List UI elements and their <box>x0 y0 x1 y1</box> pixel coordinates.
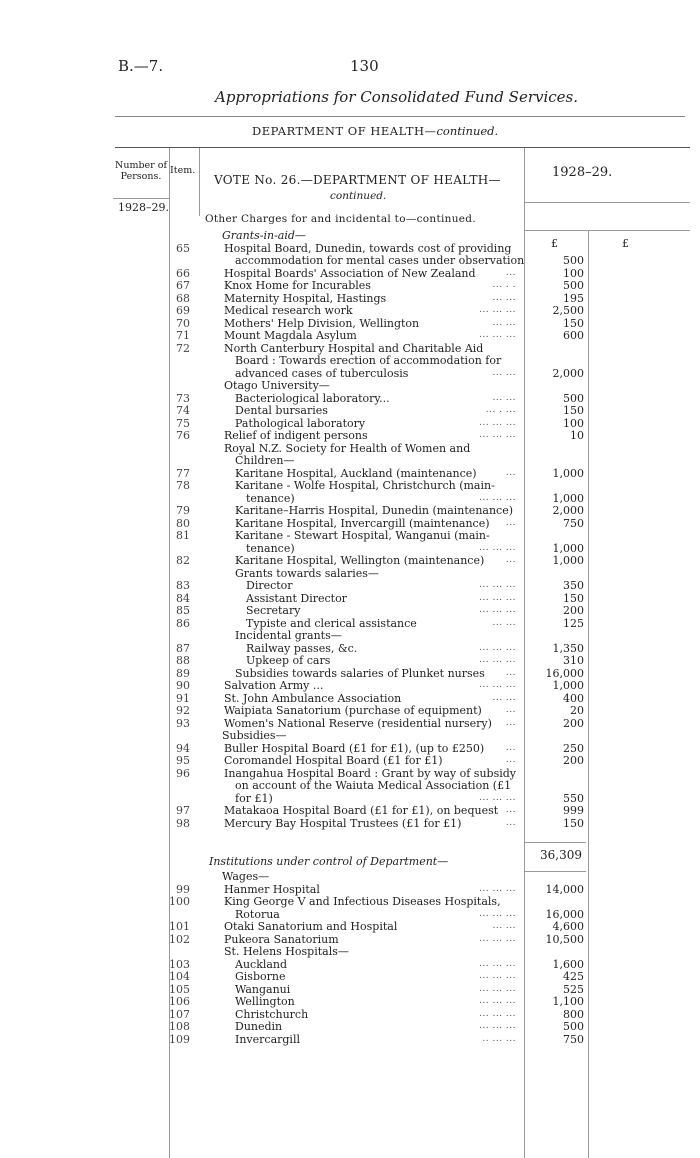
table-row <box>160 729 600 742</box>
amount: 1,600 <box>552 957 584 971</box>
item-number: 73 <box>176 391 190 405</box>
item-description: Auckland <box>235 957 288 971</box>
item-description: Children— <box>235 454 295 467</box>
item-number: 108 <box>169 1020 190 1033</box>
subtotal-amount: 36,309 <box>540 848 582 862</box>
leader-dots: ... ... ... <box>479 908 516 919</box>
item-number: 86 <box>176 616 190 630</box>
column-header-rule <box>524 202 690 203</box>
amount: 1,350 <box>552 641 584 655</box>
pound-sign: £ <box>622 237 629 250</box>
leader-dots: ... ... <box>492 292 516 303</box>
table-row <box>160 329 600 342</box>
item-description: Otago University— <box>224 379 330 392</box>
item-number: 72 <box>176 341 190 355</box>
item-number: 84 <box>176 591 190 605</box>
table-row <box>160 454 600 467</box>
item-description: North Canterbury Hospital and Charitable Aid <box>224 341 484 355</box>
item-description: Grants towards salaries— <box>235 566 379 580</box>
table-row <box>160 392 600 405</box>
table-row <box>160 429 600 442</box>
subtotal-rule <box>524 842 586 843</box>
leader-dots: .. ... ... <box>482 1033 516 1044</box>
leader-dots: ... ... <box>492 317 516 328</box>
amount: 350 <box>563 579 584 592</box>
amount: 750 <box>563 1032 584 1046</box>
item-description: Mercury Bay Hospital Trustees (£1 for £1) <box>224 816 462 830</box>
table-row <box>160 804 600 817</box>
item-number: 82 <box>176 554 190 567</box>
item-description: Women's National Reserve (residential nursery) <box>224 716 492 730</box>
vote-title: VOTE No. 26.—DEPARTMENT OF HEALTH— <box>214 173 501 187</box>
amount: 125 <box>563 616 584 630</box>
amount: 400 <box>563 691 584 705</box>
table-row <box>160 870 600 883</box>
item-description: Karitane Hospital, Wellington (maintenance) <box>235 554 485 567</box>
table-row <box>160 479 600 492</box>
leader-dots: ... ... ... <box>479 605 516 615</box>
item-description: Waipiata Sanatorium (purchase of equipment) <box>224 704 482 717</box>
table-row <box>160 367 600 380</box>
leader-dots: ... . . <box>492 280 516 290</box>
item-number: 87 <box>176 641 190 655</box>
item-number: 69 <box>176 304 190 317</box>
item-description: for £1) <box>235 791 273 805</box>
department-heading <box>252 124 498 138</box>
item-number: 101 <box>169 920 190 933</box>
table-row <box>160 554 600 567</box>
table-row <box>160 970 600 983</box>
table-row <box>160 1008 600 1021</box>
item-description: Mount Magdala Asylum <box>224 329 357 342</box>
leader-dots: ... ... ... <box>479 542 516 553</box>
item-description: Relief of indigent persons <box>224 429 368 442</box>
item-number: 105 <box>169 982 190 996</box>
item-description: Royal N.Z. Society for Health of Women and <box>224 441 471 455</box>
table-row <box>160 920 600 933</box>
item-number: 83 <box>176 579 190 592</box>
leader-dots: ... ... ... <box>479 1008 516 1019</box>
item-number: 89 <box>176 666 190 680</box>
leader-dots: ... ... ... <box>479 933 516 944</box>
item-number: 78 <box>176 479 190 492</box>
item-number: 98 <box>176 816 190 830</box>
amount: 500 <box>563 279 584 292</box>
leader-dots: ... ... ... <box>479 492 516 503</box>
amount: 500 <box>563 1020 584 1033</box>
item-description: Subsidies— <box>222 729 287 742</box>
item-description: Otaki Sanatorium and Hospital <box>224 920 398 933</box>
item-description: Salvation Army ... <box>224 679 324 692</box>
leader-dots: ... ... ... <box>479 1021 516 1031</box>
item-number: 85 <box>176 604 190 617</box>
item-description: Karitane - Stewart Hospital, Wanganui (main- <box>235 529 490 542</box>
table-row <box>160 529 600 542</box>
item-description: Secretary <box>246 604 301 617</box>
amount: 800 <box>563 1007 584 1021</box>
department-continued: continued. <box>436 124 499 138</box>
item-description: Karitane Hospital, Invercargill (maintenance) <box>235 516 490 530</box>
leader-dots: ... <box>505 467 516 478</box>
table-row <box>160 654 600 667</box>
amount: 1,000 <box>552 541 584 555</box>
amount: 4,600 <box>552 920 584 933</box>
vote-continued: continued. <box>330 190 387 202</box>
leader-dots: ... ... ... <box>479 996 516 1006</box>
amount: 500 <box>563 391 584 405</box>
institutions-heading: Institutions under control of Department— <box>209 855 449 868</box>
item-description: Pathological laboratory <box>235 416 366 430</box>
table-row <box>160 254 600 267</box>
item-number: 70 <box>176 316 190 330</box>
table-row <box>160 504 600 517</box>
amount: 150 <box>563 404 584 417</box>
item-number: 71 <box>176 329 190 342</box>
table-row <box>160 617 600 630</box>
item-header: Item. <box>170 165 196 176</box>
item-description: Wanganui <box>235 982 291 996</box>
table-row <box>160 567 600 580</box>
leader-dots: ... . ... <box>485 405 516 415</box>
item-number: 88 <box>176 654 190 667</box>
item-description: Buller Hospital Board (£1 for £1), (up to £250) <box>224 741 485 755</box>
item-number: 107 <box>169 1007 190 1021</box>
amount: 200 <box>563 716 584 730</box>
item-description: Inangahua Hospital Board : Grant by way of subsidy <box>224 766 516 780</box>
leader-dots: ... ... ... <box>479 592 516 603</box>
table-top-rule <box>115 147 690 148</box>
item-description: Assistant Director <box>246 591 347 605</box>
item-description: accommodation for mental cases under observation <box>235 254 525 267</box>
item-description: Karitane - Wolfe Hospital, Christchurch (main- <box>235 479 495 492</box>
table-row <box>160 704 600 717</box>
table-row <box>160 629 600 642</box>
table-row <box>160 667 600 680</box>
item-description: Wellington <box>235 995 295 1008</box>
table-row <box>160 754 600 767</box>
amount: 200 <box>563 754 584 767</box>
amount: 14,000 <box>545 882 584 896</box>
item-number: 100 <box>169 895 190 908</box>
leader-dots: ... ... <box>492 367 516 378</box>
amount: 16,000 <box>545 907 584 921</box>
item-description: Hanmer Hospital <box>224 882 320 896</box>
header-rule <box>115 116 685 117</box>
item-description: Typiste and clerical assistance <box>246 616 417 630</box>
leader-dots: ... <box>505 817 516 828</box>
item-number: 93 <box>176 716 190 730</box>
leader-dots: ... ... ... <box>479 680 516 690</box>
item-description: Railway passes, &c. <box>246 641 358 655</box>
item-description: Knox Home for Incurables <box>224 279 371 292</box>
item-description: Dunedin <box>235 1020 283 1033</box>
item-description: Pukeora Sanatorium <box>224 932 339 946</box>
year-right-header: 1928–29. <box>552 165 613 180</box>
table-row <box>160 817 600 830</box>
table-row <box>160 908 600 921</box>
item-number: 79 <box>176 504 190 517</box>
item-description: Dental bursaries <box>235 404 328 417</box>
item-number: 103 <box>169 957 190 971</box>
item-number: 106 <box>169 995 190 1008</box>
item-number: 96 <box>176 766 190 780</box>
item-description: tenance) <box>246 541 295 555</box>
table-row <box>160 592 600 605</box>
item-number: 102 <box>169 932 190 946</box>
leader-dots: ... ... ... <box>479 330 516 340</box>
amount: 425 <box>563 970 584 983</box>
item-description: Karitane–Harris Hospital, Dunedin (maintenance) <box>235 504 514 517</box>
leader-dots: ... ... <box>492 392 516 403</box>
amount: 10 <box>570 429 584 442</box>
leader-dots: ... ... ... <box>479 983 516 994</box>
item-number: 80 <box>176 516 190 530</box>
leader-dots: ... ... ... <box>479 883 516 894</box>
item-description: Upkeep of cars <box>246 654 331 667</box>
document-reference: B.—7. <box>118 57 164 75</box>
item-description: on account of the Waiuta Medical Association (£1 <box>235 779 512 792</box>
table-row <box>160 679 600 692</box>
amount: 750 <box>563 516 584 530</box>
item-description: King George V and Infectious Diseases Hospitals, <box>224 895 501 908</box>
item-description: Director <box>246 579 293 592</box>
item-description: Hospital Boards' Association of New Zealand <box>224 266 476 280</box>
table-row <box>160 492 600 505</box>
item-description: Hospital Board, Dunedin, towards cost of providing <box>224 241 512 255</box>
leader-dots: ... <box>505 717 516 728</box>
leader-dots: ... <box>505 517 516 528</box>
table-row <box>160 933 600 946</box>
leader-dots: ... ... ... <box>479 580 516 590</box>
item-description: Board : Towards erection of accommodation for <box>235 354 502 367</box>
table-row <box>160 742 600 755</box>
leader-dots: ... ... ... <box>479 958 516 969</box>
leader-dots: ... ... <box>492 692 516 703</box>
amount: 1,000 <box>552 466 584 480</box>
table-row <box>160 1033 600 1046</box>
other-charges-heading: Other Charges for and incidental to—continued. <box>205 213 476 225</box>
amount: 150 <box>563 591 584 605</box>
leader-dots: ... <box>505 267 516 278</box>
item-number: 66 <box>176 266 190 280</box>
item-description: Subsidies towards salaries of Plunket nurses <box>235 666 485 680</box>
table-row <box>160 792 600 805</box>
amount: 1,100 <box>552 995 584 1008</box>
amount: 2,000 <box>552 504 584 517</box>
leader-dots: ... ... ... <box>479 430 516 440</box>
amount: 500 <box>563 254 584 267</box>
table-row <box>160 517 600 530</box>
amount: 100 <box>563 266 584 280</box>
leader-dots: ... <box>505 555 516 565</box>
table-row <box>160 242 600 255</box>
leader-dots: ... ... <box>492 921 516 931</box>
column-header-rule <box>113 198 169 199</box>
item-number: 97 <box>176 804 190 817</box>
pound-sign: £ <box>551 237 558 250</box>
item-number: 77 <box>176 466 190 480</box>
table-row <box>160 379 600 392</box>
table-row <box>160 342 600 355</box>
item-number: 92 <box>176 704 190 717</box>
item-description: Gisborne <box>235 970 286 983</box>
table-row <box>160 1020 600 1033</box>
table-row <box>160 717 600 730</box>
item-number: 95 <box>176 754 190 767</box>
item-description: Christchurch <box>235 1007 309 1021</box>
table-row <box>160 354 600 367</box>
item-number: 90 <box>176 679 190 692</box>
table-row <box>160 895 600 908</box>
item-number: 75 <box>176 416 190 430</box>
amount: 1,000 <box>552 491 584 505</box>
item-description: tenance) <box>246 491 295 505</box>
amount: 999 <box>563 804 584 817</box>
amount: 2,500 <box>552 304 584 317</box>
item-description: Karitane Hospital, Auckland (maintenance) <box>235 466 477 480</box>
item-description: Bacteriological laboratory... <box>235 391 390 405</box>
item-description: Incidental grants— <box>235 629 342 642</box>
item-number: 99 <box>176 882 190 896</box>
leader-dots: ... <box>505 755 516 765</box>
table-row <box>160 542 600 555</box>
item-description: Grants-in-aid— <box>222 229 306 242</box>
item-description: advanced cases of tuberculosis <box>235 366 409 380</box>
item-number: 94 <box>176 741 190 755</box>
leader-dots: ... ... ... <box>479 971 516 981</box>
amount: 525 <box>563 982 584 996</box>
table-row <box>160 304 600 317</box>
item-description: Invercargill <box>235 1032 300 1046</box>
amount: 1,000 <box>552 554 584 567</box>
amount: 2,000 <box>552 366 584 380</box>
page-number: 130 <box>350 57 379 75</box>
table-row <box>160 404 600 417</box>
table-row <box>160 883 600 896</box>
leader-dots: ... ... ... <box>479 655 516 665</box>
item-description: Maternity Hospital, Hastings <box>224 291 387 305</box>
item-number: 81 <box>176 529 190 542</box>
item-number: 68 <box>176 291 190 305</box>
item-number: 67 <box>176 279 190 292</box>
amount: 310 <box>563 654 584 667</box>
leader-dots: ... ... ... <box>479 417 516 428</box>
leader-dots: ... <box>505 742 516 753</box>
table-row <box>160 279 600 292</box>
item-number: 65 <box>176 241 190 255</box>
amount: 1,000 <box>552 679 584 692</box>
number-of-persons-header: Number of Persons. <box>115 160 167 182</box>
column-divider <box>199 148 200 216</box>
table-row <box>160 604 600 617</box>
department-name: DEPARTMENT OF HEALTH— <box>252 124 437 138</box>
year-left-header: 1928–29. <box>118 201 169 214</box>
table-row <box>160 692 600 705</box>
amount: 200 <box>563 604 584 617</box>
amount: 600 <box>563 329 584 342</box>
item-description: Mothers' Help Division, Wellington <box>224 316 420 330</box>
item-number: 76 <box>176 429 190 442</box>
amount: 20 <box>570 704 584 717</box>
item-number: 91 <box>176 691 190 705</box>
page-title: Appropriations for Consolidated Fund Services. <box>215 88 579 106</box>
table-row <box>160 442 600 455</box>
item-description: Wages— <box>222 870 270 883</box>
table-row <box>160 779 600 792</box>
item-number: 74 <box>176 404 190 417</box>
item-number: 109 <box>169 1032 190 1046</box>
leader-dots: ... <box>505 667 516 678</box>
table-row <box>160 983 600 996</box>
table-row <box>160 417 600 430</box>
table-row <box>160 958 600 971</box>
table-row <box>160 945 600 958</box>
item-description: St. John Ambulance Association <box>224 691 402 705</box>
amount: 250 <box>563 741 584 755</box>
amount: 550 <box>563 791 584 805</box>
amount: 150 <box>563 816 584 830</box>
table-row <box>160 579 600 592</box>
item-description: Coromandel Hospital Board (£1 for £1) <box>224 754 443 767</box>
leader-dots: ... <box>505 805 516 815</box>
amount: 10,500 <box>545 932 584 946</box>
leader-dots: ... ... ... <box>479 305 516 315</box>
amount: 195 <box>563 291 584 305</box>
table-row <box>160 267 600 280</box>
leader-dots: ... ... ... <box>479 792 516 803</box>
table-row <box>160 642 600 655</box>
table-row <box>160 292 600 305</box>
leader-dots: ... ... <box>492 617 516 628</box>
item-description: Rotorua <box>235 907 280 921</box>
table-row <box>160 767 600 780</box>
table-row <box>160 229 600 242</box>
amount: 16,000 <box>545 666 584 680</box>
item-number: 104 <box>169 970 190 983</box>
leader-dots: ... ... ... <box>479 642 516 653</box>
leader-dots: ... <box>505 705 516 715</box>
table-row <box>160 317 600 330</box>
item-description: St. Helens Hospitals— <box>224 945 349 958</box>
item-description: Matakaoa Hospital Board (£1 for £1), on bequest <box>224 804 499 817</box>
table-row <box>160 995 600 1008</box>
amount: 100 <box>563 416 584 430</box>
item-description: Medical research work <box>224 304 353 317</box>
table-row <box>160 467 600 480</box>
amount: 150 <box>563 316 584 330</box>
